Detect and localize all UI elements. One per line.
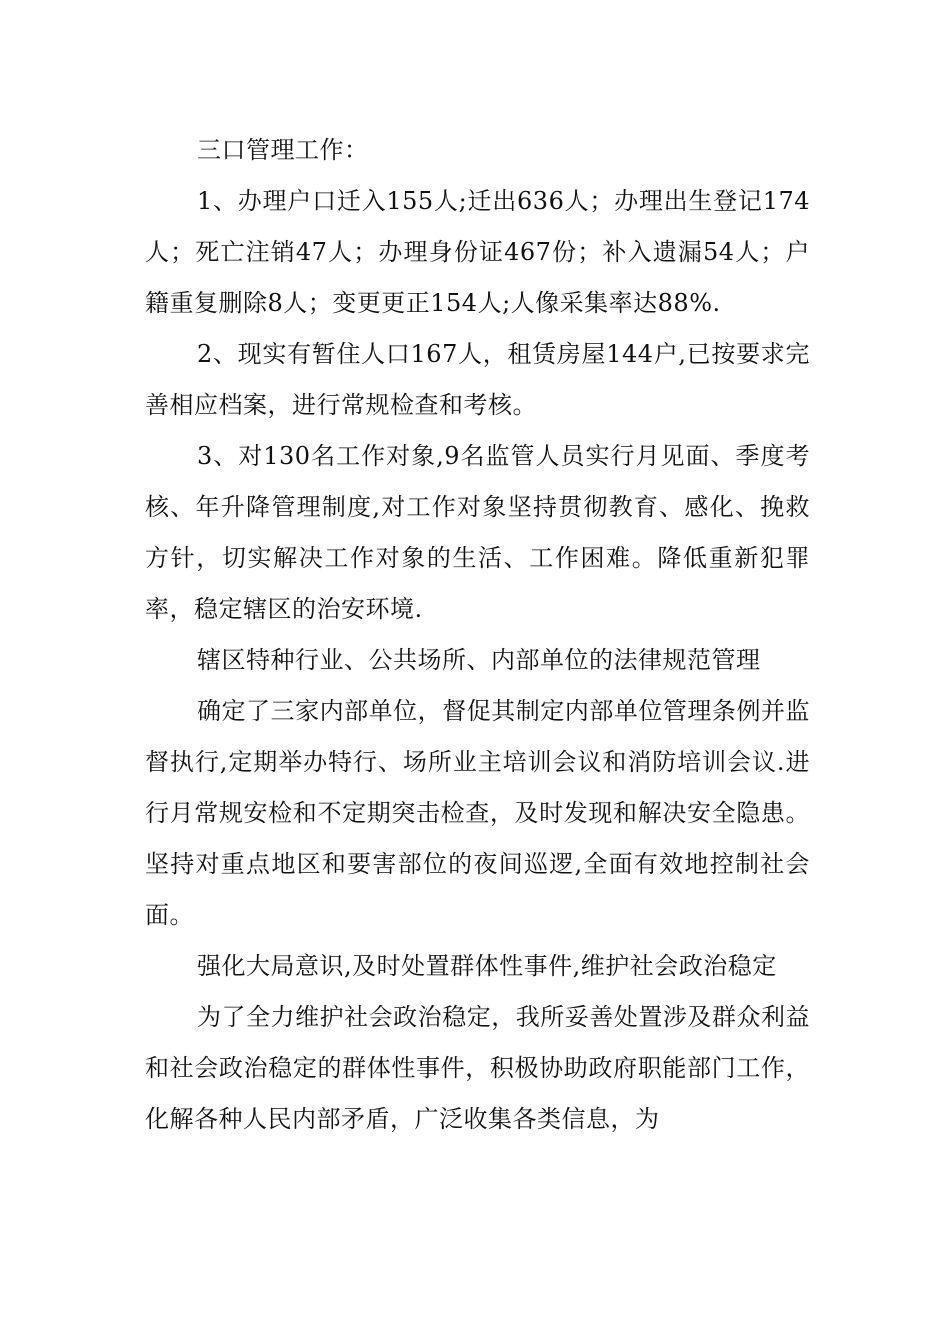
section-heading-household: 三口管理工作： xyxy=(197,136,369,164)
document-body xyxy=(145,125,810,1145)
paragraph-supervision: 3、对130名工作对象,9名监管人员实行月见面、季度考核、年升降管理制度,对工作对象坚持贯彻教育、感化、挽救方针，切实解决工作对象的生活、工作困难。降低重新犯罪率，稳定辖区的治安环境. xyxy=(145,442,810,623)
section-heading-special-industry: 辖区特种行业、公共场所、内部单位的法律规范管理 xyxy=(197,646,761,674)
paragraph-internal-units: 确定了三家内部单位，督促其制定内部单位管理条例并监督执行,定期举办特行、场所业主培训会议和消防培训会议.进行月常规安检和不定期突击检查，及时发现和解决安全隐患。坚持对重点地区和要害部位的夜间巡逻,全面有效地控制社会面。 xyxy=(145,697,810,929)
paragraph-stability: 为了全力维护社会政治稳定，我所妥善处置涉及群众利益和社会政治稳定的群体性事件，积极协助政府职能部门工作，化解各种人民内部矛盾，广泛收集各类信息，为 xyxy=(145,1003,810,1133)
section-heading-stability: 强化大局意识,及时处置群体性事件,维护社会政治稳定 xyxy=(197,952,777,980)
paragraph-household-registration: 1、办理户口迁入155人;迁出636人；办理出生登记174人；死亡注销47人；办理身份证467份；补入遗漏54人；户籍重复删除8人；变更更正154人;人像采集率达88%. xyxy=(145,187,810,317)
paragraph-temporary-population: 2、现实有暂住人口167人，租赁房屋144户,已按要求完善相应档案，进行常规检查和考核。 xyxy=(145,340,810,419)
